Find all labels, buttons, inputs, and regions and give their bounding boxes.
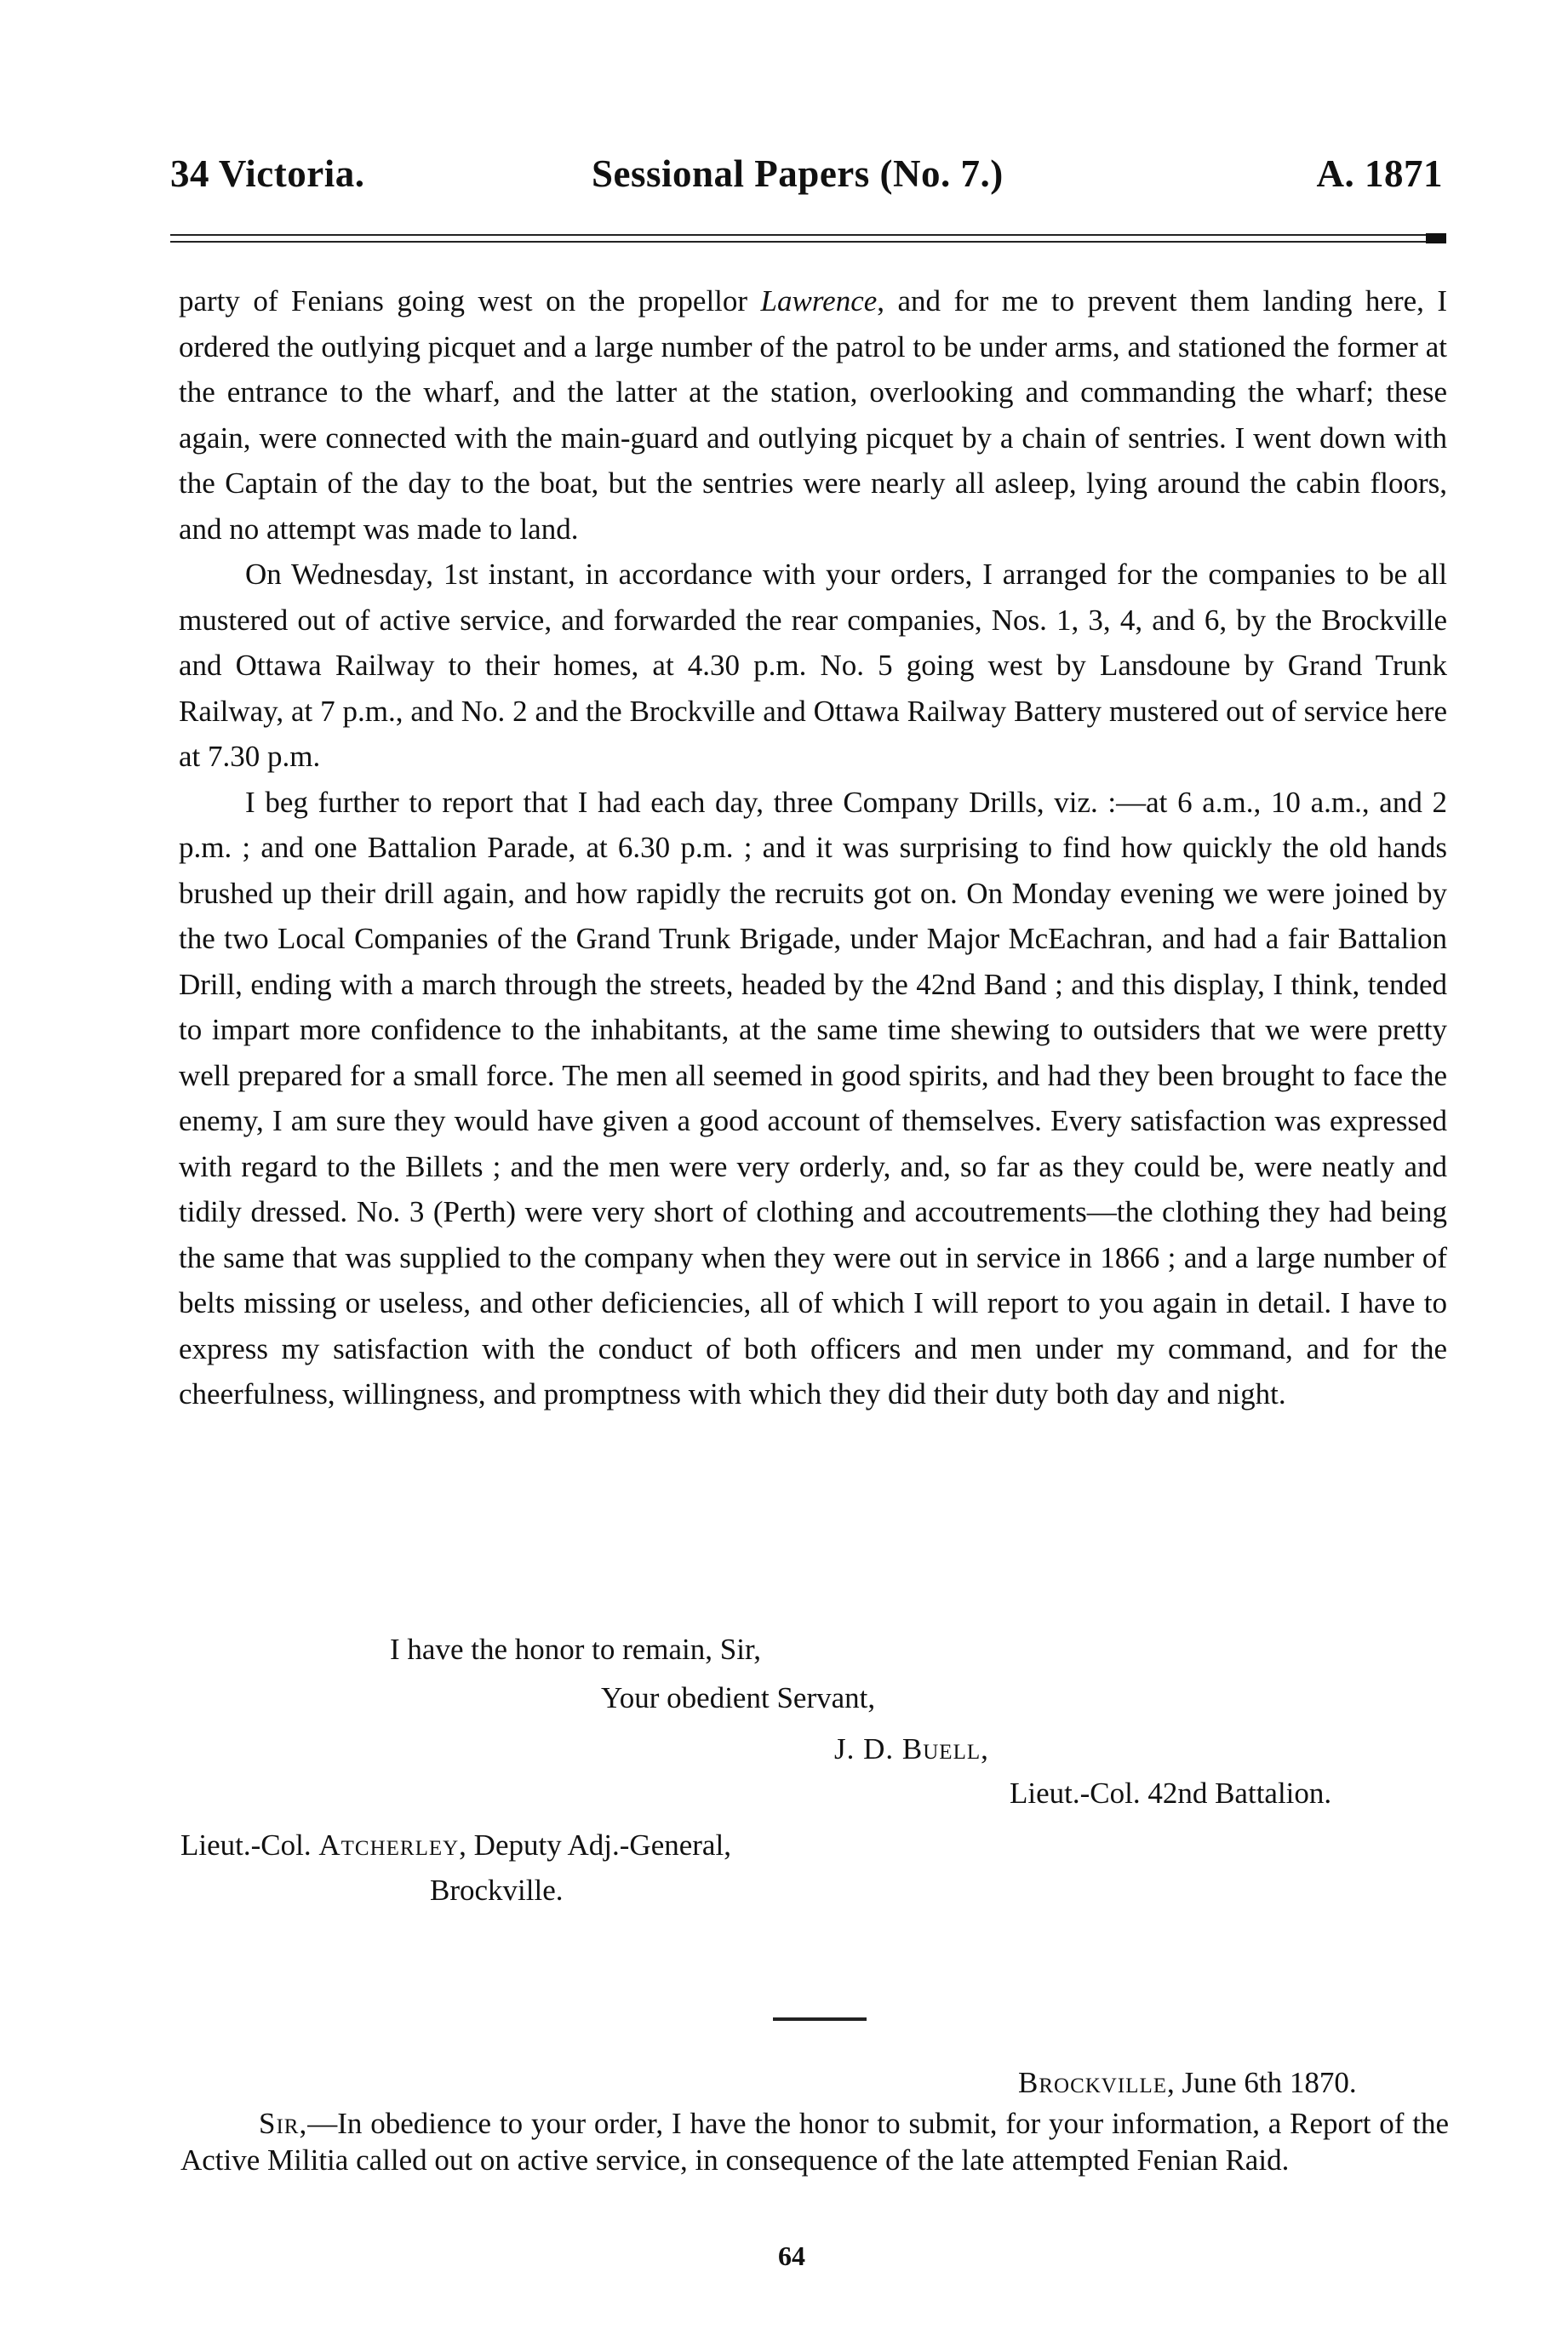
paragraph-1: party of Fenians going west on the propellor Lawrence, and for me to prevent them landing here, I ordered the outlying picquet and a large number of the patrol to be under arms, and stationed the former at the entrance to the wharf, and the latter at the station, overlooking and commanding the wharf; these again, were connected with the main-guard and outlying picquet by a chain of sentries. I went down with the Captain of the day to the boat, but the sentries were nearly all asleep, lying around the cabin floors, and no attempt was made to land. bbox=[179, 284, 1447, 546]
closing-line-2: Your obedient Servant, bbox=[601, 1681, 876, 1714]
paragraph-3: I beg further to report that I had each day, three Company Drills, viz. :—at 6 a.m., 10 a.m., and 2 p.m. ; and one Battalion Parade, at 6.30 p.m. ; and it was surprising to find how quickly the old hands brushed up their drill again, and how rapidly the recruits got on. On Monday evening we were joined by the two Local Companies of the Grand Trunk Brigade, under Major McEachran, and had a fair Battalion Drill, ending with a march through the streets, headed by the 42nd Band ; and this display, I think, tended to impart more confidence to the inhabitants, at the same time shewing to outsiders that we were pretty well prepared for a small force. The men all seemed in good spirits, and had they been brought to face the enemy, I am sure they would have given a good account of themselves. Every satisfaction was expressed with regard to the Billets ; and the men were very orderly, and, so far as they could be, were neatly and tidily dressed. No. 3 (Perth) were very short of clothing and accoutrements—the clothing they had being the same that was supplied to the company when they were out in service in 1866 ; and a large number of belts missing or useless, and other deficiencies, all of which I will report to you again in detail. I have to express my satisfaction with the conduct of both officers and men under my command, and for the cheerfulness, willingness, and promptness with which they did their duty both day and night. bbox=[179, 785, 1447, 1411]
signature: J. D. Buell, bbox=[834, 1732, 989, 1765]
signature-rank: Lieut.-Col. 42nd Battalion. bbox=[1010, 1777, 1332, 1810]
paragraph-2: On Wednesday, 1st instant, in accordance with your orders, I arranged for the companies to be all mustered out of active service, and forwarded the rear companies, Nos. 1, 3, 4, and 6, by the Brockville and Ottawa Railway to their homes, at 4.30 p.m. No. 5 going west by Lansdoune by Grand Trunk Railway, at 7 p.m., and No. 2 and the Brockville and Ottawa Railway Battery mustered out of service here at 7.30 p.m. bbox=[179, 558, 1447, 773]
dateline bbox=[1018, 2062, 1357, 2104]
addressee: Lieut.-Col. Atcherley, Deputy Adj.-General, bbox=[180, 1828, 731, 1862]
salutation: Sir, bbox=[259, 2107, 308, 2140]
section-divider bbox=[773, 2017, 867, 2021]
header-year: A. 1871 bbox=[1316, 152, 1443, 195]
report-intro-text: —In obedience to your order, I have the honor to submit, for your information, a Report of the Active Militia called out on active service, in consequence of the late attempted Fenian Raid. bbox=[180, 2107, 1449, 2177]
addressee-name: Atcherley bbox=[318, 1828, 460, 1862]
header-title: Sessional Papers (No. 7.) bbox=[592, 152, 1004, 195]
header-session: 34 Victoria. bbox=[170, 152, 365, 195]
page-number: 64 bbox=[778, 2240, 805, 2271]
closing-line-1: I have the honor to remain, Sir, bbox=[390, 1633, 761, 1666]
dateline-place: Brockville bbox=[1018, 2066, 1167, 2099]
dateline-date: , June 6th 1870. bbox=[1167, 2066, 1357, 2099]
header-rule bbox=[170, 234, 1443, 243]
report-intro bbox=[180, 2105, 1449, 2178]
vessel-name: Lawrence bbox=[760, 284, 878, 318]
addressee-place: Brockville. bbox=[430, 1874, 564, 1907]
page-header bbox=[170, 152, 1443, 211]
body-text bbox=[179, 278, 1447, 1417]
